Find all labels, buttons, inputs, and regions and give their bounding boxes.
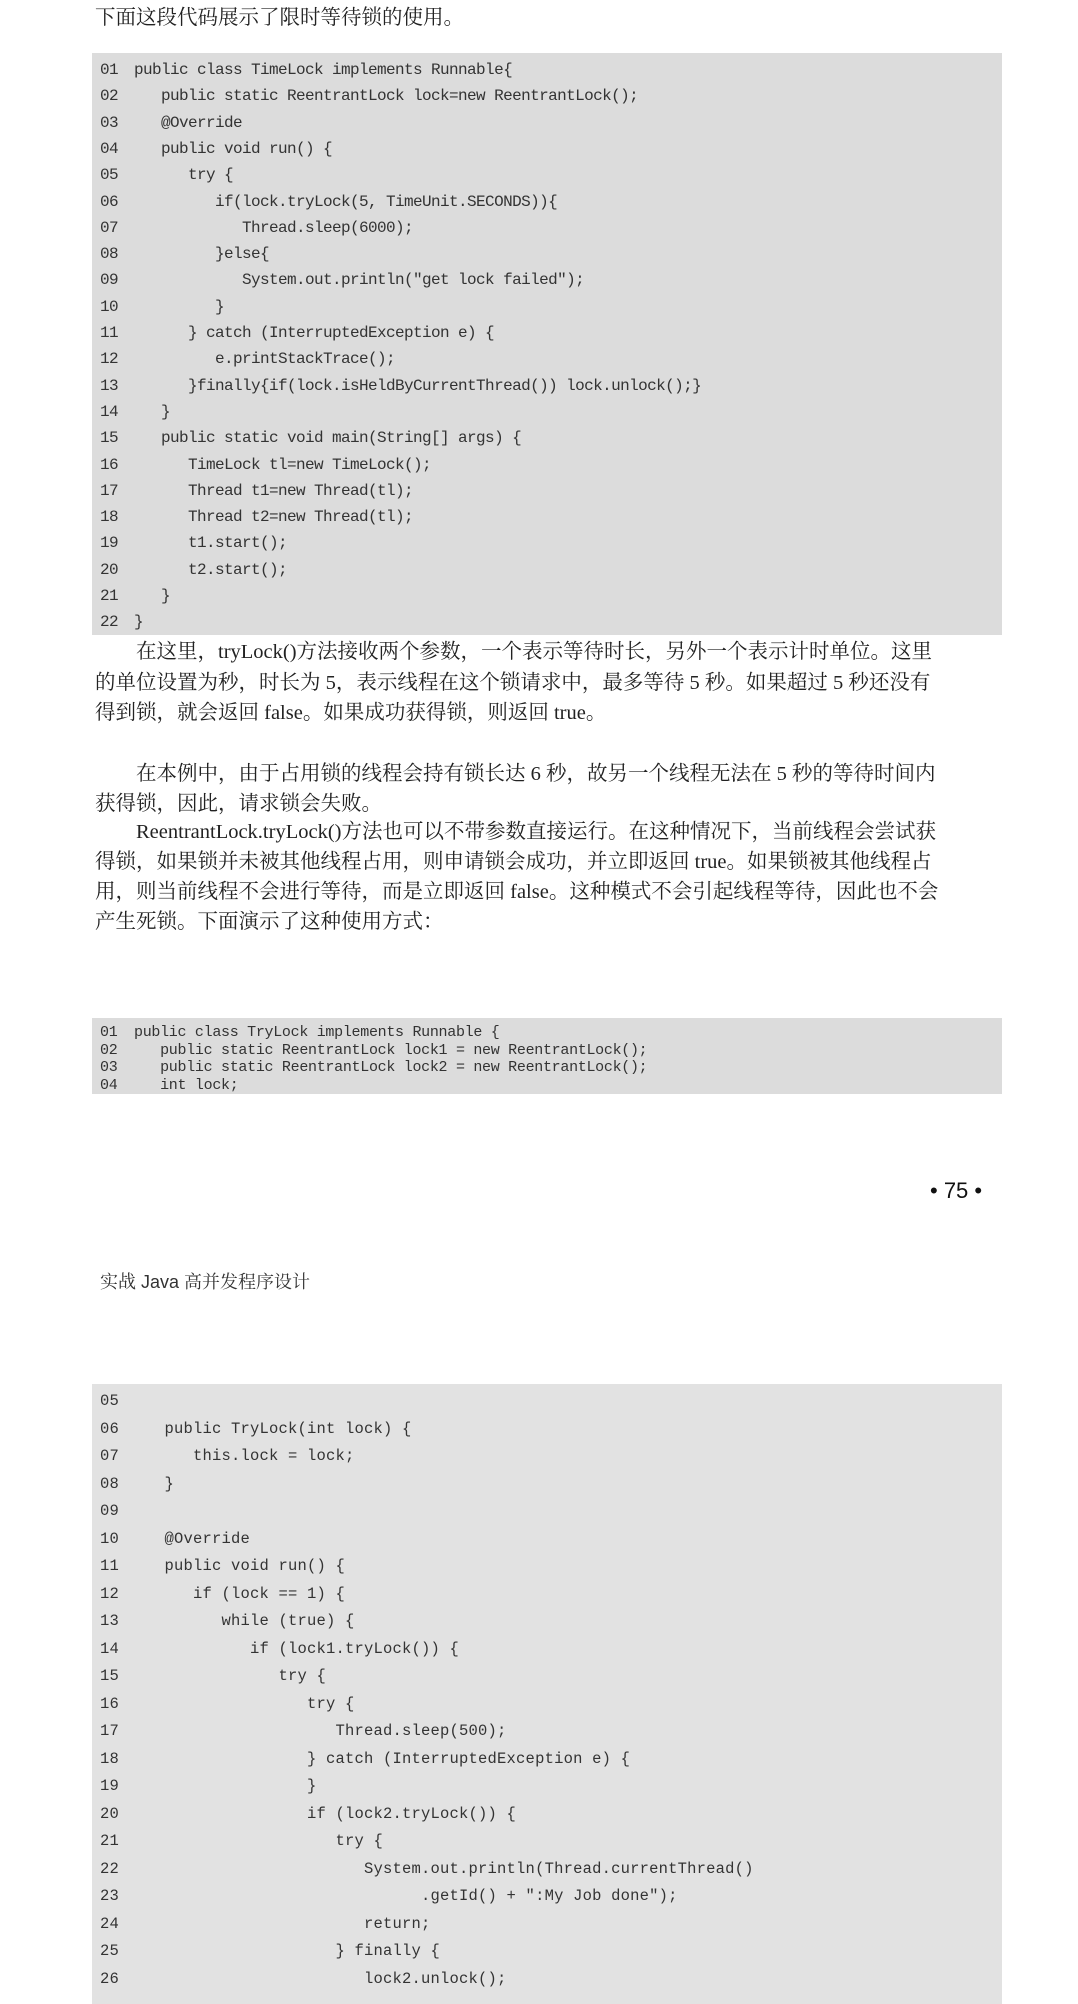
code-line <box>100 1915 431 1933</box>
code-line <box>100 1612 355 1630</box>
code-line <box>100 377 701 395</box>
code-text: } <box>134 402 171 421</box>
code-text: public static void main(String[] args) { <box>134 429 522 448</box>
paragraph-line: 获得锁，因此，请求锁会失败。 <box>95 793 382 815</box>
code-text: Thread t2=new Thread(tl); <box>134 508 414 527</box>
code-line <box>100 456 431 474</box>
code-text: } <box>134 297 225 316</box>
code-line <box>100 1887 678 1905</box>
code-line <box>100 613 143 631</box>
code-text: public static ReentrantLock lock2 = new ReentrantLock(); <box>134 1059 648 1076</box>
code-line <box>100 1722 507 1740</box>
line-number: 21 <box>100 587 119 605</box>
line-number: 17 <box>100 1722 120 1740</box>
code-line <box>100 1585 345 1603</box>
code-text: e.printStackTrace(); <box>134 350 396 369</box>
code-text: public class TryLock implements Runnable { <box>134 1024 500 1041</box>
code-line <box>100 508 413 526</box>
line-number: 21 <box>100 1832 120 1850</box>
code-text: if (lock2.tryLock()) { <box>136 1804 517 1823</box>
line-number: 15 <box>100 1667 120 1685</box>
line-number: 07 <box>100 1447 120 1465</box>
code-line <box>100 350 395 368</box>
code-line <box>100 245 269 263</box>
line-number: 09 <box>100 271 119 290</box>
line-number: 25 <box>100 1942 120 1960</box>
code-line <box>100 1392 136 1410</box>
code-text: Thread.sleep(6000); <box>134 218 414 237</box>
code-line <box>100 1475 174 1493</box>
code-text: } <box>134 613 144 632</box>
code-block-trylock-start <box>92 1018 1002 1094</box>
paragraph-line: 得到锁，就会返回 false。如果成功获得锁，则返回 true。 <box>95 702 607 724</box>
code-line <box>100 1420 412 1438</box>
code-text: Thread.sleep(500); <box>136 1722 507 1740</box>
line-number: 16 <box>100 455 119 474</box>
line-number: 09 <box>100 1502 120 1520</box>
code-text: return; <box>136 1914 431 1933</box>
code-text: if (lock1.tryLock()) { <box>136 1639 460 1658</box>
line-number: 04 <box>100 1076 118 1094</box>
line-number: 26 <box>100 1969 120 1988</box>
code-text: public void run() { <box>136 1557 346 1575</box>
code-block-trylock-continued <box>92 1384 1002 2004</box>
code-line <box>100 1750 630 1768</box>
code-text: public TryLock(int lock) { <box>136 1419 412 1438</box>
code-text: public static ReentrantLock lock1 = new ReentrantLock(); <box>134 1041 648 1059</box>
code-line <box>100 1502 136 1520</box>
line-number: 01 <box>100 1024 118 1041</box>
line-number: 17 <box>100 481 119 500</box>
code-text: if (lock == 1) { <box>136 1584 346 1603</box>
code-text: Thread t1=new Thread(tl); <box>134 481 414 500</box>
code-line <box>100 403 170 421</box>
line-number: 01 <box>100 61 119 79</box>
code-text: public static ReentrantLock lock=new ReentrantLock(); <box>134 87 639 106</box>
running-header: 实战 Java 高并发程序设计 <box>100 1272 311 1292</box>
code-line <box>100 1557 345 1575</box>
code-line <box>100 219 413 237</box>
line-number: 13 <box>100 376 119 395</box>
code-text: @Override <box>136 1529 251 1548</box>
line-number: 02 <box>100 1041 118 1059</box>
code-line <box>100 1942 440 1960</box>
paragraph-line: 在这里，tryLock()方法接收两个参数，一个表示等待时长，另外一个表示计时单位。这里 <box>95 641 933 663</box>
line-number: 10 <box>100 1529 120 1548</box>
code-line <box>100 1530 250 1548</box>
code-text: }finally{if(lock.isHeldByCurrentThread()) lock.unlock();} <box>134 376 702 395</box>
line-number: 03 <box>100 1059 118 1076</box>
code-text: try { <box>136 1667 327 1685</box>
code-line <box>100 1860 754 1878</box>
code-text: this.lock = lock; <box>136 1447 355 1465</box>
line-number: 14 <box>100 1639 120 1658</box>
line-number: 05 <box>100 1392 120 1410</box>
code-line <box>100 298 224 316</box>
line-number: 12 <box>100 350 119 369</box>
code-line <box>100 1832 383 1850</box>
code-text: System.out.println("get lock failed"); <box>134 271 585 290</box>
line-number: 12 <box>100 1584 120 1603</box>
line-number: 04 <box>100 139 119 158</box>
code-text: t2.start(); <box>134 560 288 579</box>
code-line <box>100 482 413 500</box>
line-number: 22 <box>100 1859 120 1878</box>
code-text: try { <box>136 1832 384 1850</box>
code-line <box>100 61 512 79</box>
code-text: @Override <box>134 113 243 132</box>
code-text: public class TimeLock implements Runnable{ <box>134 61 513 79</box>
code-block-timelock <box>92 53 1002 635</box>
line-number: 05 <box>100 166 119 185</box>
code-text: } catch (InterruptedException e) { <box>136 1749 631 1768</box>
line-number: 13 <box>100 1612 120 1630</box>
line-number: 11 <box>100 1557 120 1575</box>
code-text: } <box>136 1777 317 1795</box>
code-text: public void run() { <box>134 139 333 158</box>
line-number: 19 <box>100 1777 120 1795</box>
line-number: 02 <box>100 87 119 106</box>
code-line <box>100 587 170 605</box>
code-text: } <box>134 587 171 605</box>
paragraph-line: 用，则当前线程不会进行等待，而是立即返回 false。这种模式不会引起线程等待，因此也不会 <box>95 881 939 903</box>
code-line <box>100 87 638 105</box>
code-line <box>100 1077 238 1094</box>
line-number: 07 <box>100 218 119 237</box>
code-line <box>100 1042 647 1059</box>
paragraph-line: 的单位设置为秒，时长为 5，表示线程在这个锁请求中，最多等待 5 秒。如果超过 5 秒还没有 <box>95 672 931 694</box>
code-line <box>100 1024 499 1041</box>
code-line <box>100 1640 459 1658</box>
paragraph-line: 得锁，如果锁并未被其他线程占用，则申请锁会成功，并立即返回 true。如果锁被其他线程占 <box>95 851 932 873</box>
code-line <box>100 429 521 447</box>
code-line <box>100 1059 647 1076</box>
code-text: .getId() + ":My Job done"); <box>136 1887 678 1905</box>
code-line <box>100 140 332 158</box>
code-text: while (true) { <box>136 1612 355 1630</box>
line-number: 06 <box>100 1419 120 1438</box>
intro-text: 下面这段代码展示了限时等待锁的使用。 <box>95 7 464 29</box>
line-number: 22 <box>100 613 119 632</box>
line-number: 11 <box>100 324 119 342</box>
code-line <box>100 561 287 579</box>
code-line <box>100 1695 355 1713</box>
line-number: 08 <box>100 1474 120 1493</box>
code-line <box>100 324 494 342</box>
line-number: 06 <box>100 192 119 211</box>
paragraph-line: 产生死锁。下面演示了这种使用方式： <box>95 911 444 933</box>
code-line <box>100 534 287 552</box>
code-text: t1.start(); <box>134 534 288 553</box>
code-line <box>100 166 233 184</box>
code-text: try { <box>136 1694 355 1713</box>
code-text: TimeLock tl=new TimeLock(); <box>134 455 432 474</box>
line-number: 18 <box>100 508 119 527</box>
line-number: 19 <box>100 534 119 553</box>
code-line <box>100 193 557 211</box>
code-line <box>100 1805 516 1823</box>
code-text: if(lock.tryLock(5, TimeUnit.SECONDS)){ <box>134 192 558 211</box>
code-line <box>100 1777 317 1795</box>
code-text: try { <box>134 166 234 185</box>
code-text: lock2.unlock(); <box>136 1969 507 1988</box>
code-text: }else{ <box>134 245 270 264</box>
line-number: 16 <box>100 1694 120 1713</box>
line-number: 14 <box>100 402 119 421</box>
line-number: 03 <box>100 113 119 132</box>
code-line <box>100 271 584 289</box>
line-number: 24 <box>100 1914 120 1933</box>
code-line <box>100 114 242 132</box>
code-text: } <box>136 1474 175 1493</box>
line-number: 20 <box>100 1804 120 1823</box>
paragraph-line: ReentrantLock.tryLock()方法也可以不带参数直接运行。在这种情况下，当前线程会尝试获 <box>95 821 936 843</box>
code-text: System.out.println(Thread.currentThread() <box>136 1859 754 1878</box>
line-number: 23 <box>100 1887 120 1905</box>
code-text: } catch (InterruptedException e) { <box>134 324 495 342</box>
line-number: 20 <box>100 560 119 579</box>
code-line <box>100 1447 355 1465</box>
code-text: int lock; <box>134 1076 239 1094</box>
code-line <box>100 1667 326 1685</box>
line-number: 18 <box>100 1749 120 1768</box>
line-number: 15 <box>100 429 119 448</box>
line-number: 10 <box>100 297 119 316</box>
line-number: 08 <box>100 245 119 264</box>
paragraph-line: 在本例中，由于占用锁的线程会持有锁长达 6 秒，故另一个线程无法在 5 秒的等待时间内 <box>95 763 936 785</box>
code-text: } finally { <box>136 1942 441 1960</box>
code-line <box>100 1970 507 1988</box>
page-number: • 75 • <box>930 1178 983 1203</box>
